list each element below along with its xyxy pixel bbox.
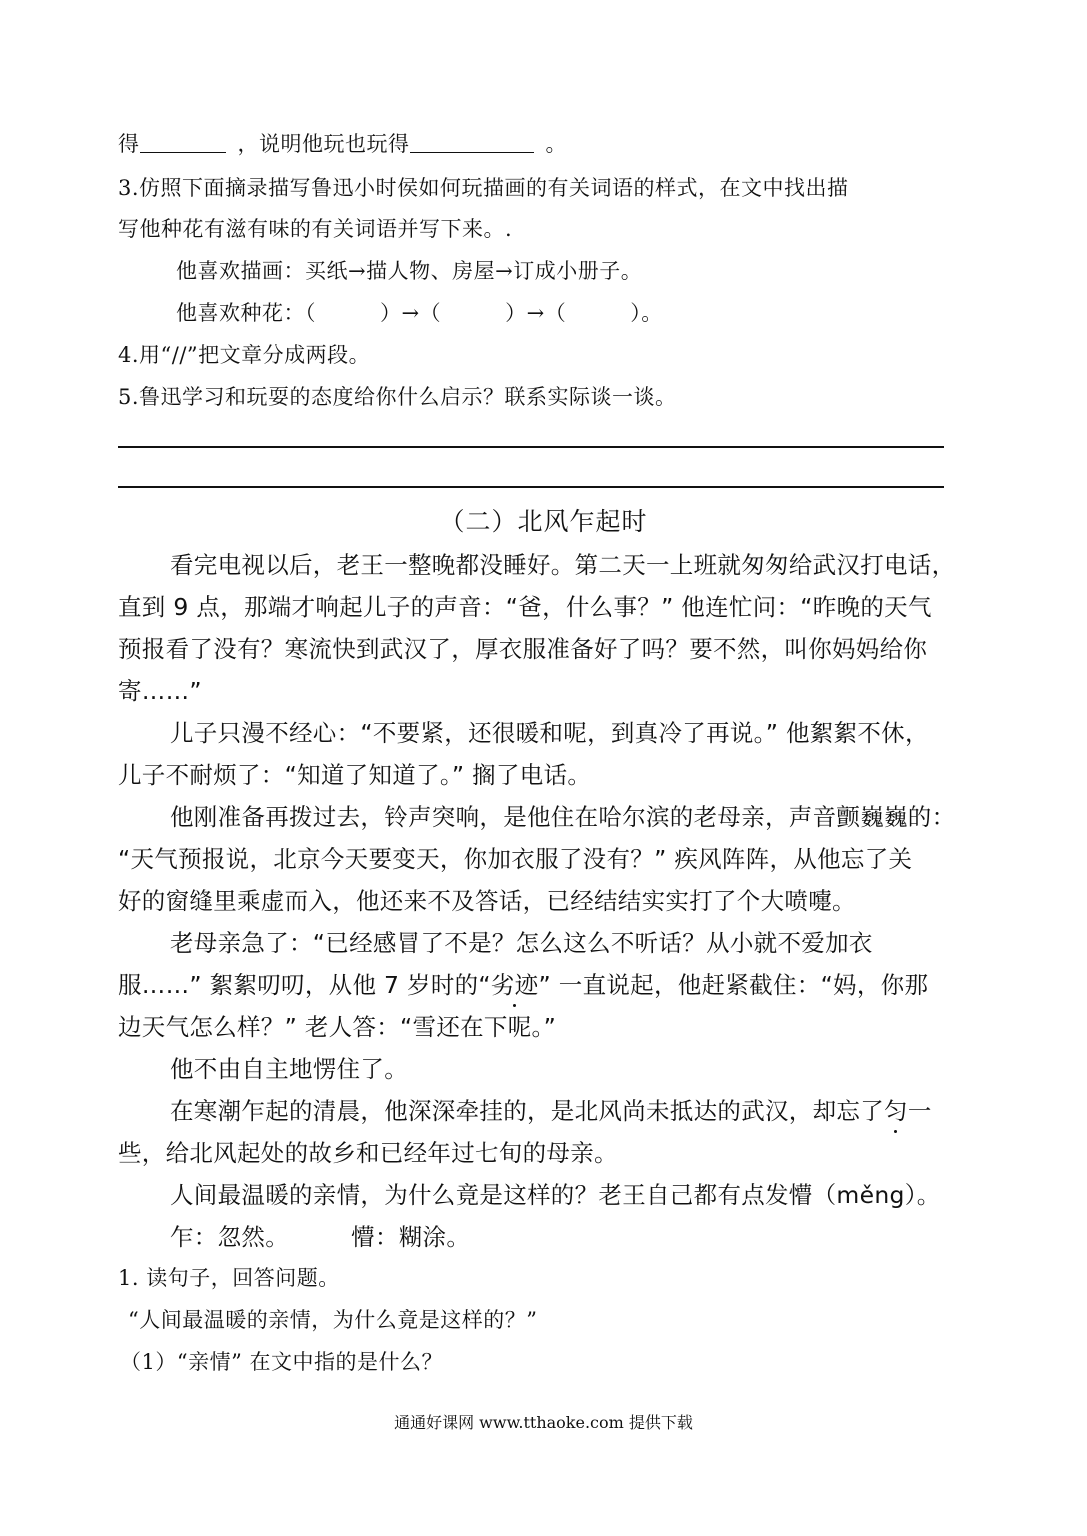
q1-quote: “人间最温暖的亲情，为什么竟是这样的？” <box>128 1308 538 1332</box>
article-line: 他刚准备再拨过去，铃声突响，是他住在哈尔滨的老母亲，声音颤巍巍的： <box>170 803 956 831</box>
q3-task-mid-2: ）→（ <box>505 301 567 325</box>
q3-line-1: 3.仿照下面摘录描写鲁迅小时侯如何玩描画的有关词语的样式，在文中找出描 <box>118 176 849 200</box>
article-line: 儿子不耐烦了：“知道了知道了。” 搁了电话。 <box>118 761 592 789</box>
q3-line-2: 写他种花有滋有味的有关词语并写下来。. <box>118 217 513 241</box>
article-line: 儿子只漫不经心：“不要紧，还很暖和呢，到真冷了再说。” 他絮絮不休， <box>170 719 929 747</box>
article-line: 边天气怎么样？” 老人答：“雪还在下呢。” <box>118 1013 557 1041</box>
q2-text-3: 。 <box>545 132 567 156</box>
article-title: （二）北风乍起时 <box>439 507 648 536</box>
q1: 1. 读句子，回答问题。 <box>118 1266 340 1290</box>
article-line: “天气预报说，北京今天要变天，你加衣服了没有？” 疾风阵阵，从他忘了关 <box>118 845 913 873</box>
q3-task-mid-1: ）→（ <box>380 301 442 325</box>
q3-task <box>176 297 663 327</box>
article-line: 他不由自主地愣住了。 <box>170 1055 408 1083</box>
article-line: 人间最温暖的亲情，为什么竟是这样的？老王自己都有点发懵（měng）。 <box>170 1181 941 1209</box>
article-text: 一 <box>907 1097 932 1125</box>
answer-blank-1[interactable] <box>140 131 226 153</box>
footer-credit: 通通好课网 www.tthaoke.com 提供下载 <box>394 1413 693 1432</box>
answer-line-2[interactable] <box>118 486 944 488</box>
article-line <box>170 1092 932 1126</box>
article-line: 直到 9 点，那端才响起儿子的声音：“爸，什么事？” 他连忙问：“昨晚的天气 <box>118 593 932 621</box>
article-line: 老母亲急了：“已经感冒了不是？怎么这么不听话？从小就不爱加衣 <box>170 929 873 957</box>
q2-tail-line <box>118 128 567 158</box>
article-line: 寄……” <box>118 677 202 705</box>
emphasis-dotted-word: 劣迹 <box>490 971 539 999</box>
q5: 5.鲁迅学习和玩耍的态度给你什么启示？联系实际谈一谈。 <box>118 385 677 409</box>
article-text: 服……” 絮絮叨叨，从他 7 岁时的“ <box>118 971 491 999</box>
article-text: ” 一直说起，他赶紧截住：“妈，你那 <box>538 971 929 999</box>
glossary-line: 乍：忽然。 懵：糊涂。 <box>170 1223 471 1251</box>
q3-example: 他喜欢描画：买纸→描人物、房屋→订成小册子。 <box>176 259 643 283</box>
q2-text-1: 得 <box>118 132 140 156</box>
article-line: 些，给北风起处的故乡和已经年过七旬的母亲。 <box>118 1139 618 1167</box>
article-line <box>118 966 928 1000</box>
emphasis-dotted-char: 匀 <box>884 1097 908 1125</box>
article-line: 好的窗缝里乘虚而入，他还来不及答话，已经结结实实打了个大喷嚏。 <box>118 887 856 915</box>
answer-blank-2[interactable] <box>410 131 534 153</box>
answer-line-1[interactable] <box>118 446 944 448</box>
q2-text-2: ，说明他玩也玩得 <box>237 132 410 156</box>
article-text: 在寒潮乍起的清晨，他深深牵挂的，是北风尚未抵达的武汉，却忘了 <box>170 1097 884 1125</box>
q4: 4.用“//”把文章分成两段。 <box>118 343 371 367</box>
q1-sub-1: （1）“亲情” 在文中指的是什么？ <box>120 1350 444 1374</box>
article-line: 预报看了没有？寒流快到武汉了，厚衣服准备好了吗？要不然，叫你妈妈给你 <box>118 635 928 663</box>
q3-task-prefix: 他喜欢种花：（ <box>176 301 316 325</box>
q3-task-end: ）。 <box>630 301 663 325</box>
article-line: 看完电视以后，老王一整晚都没睡好。第二天一上班就匆匆给武汉打电话， <box>170 551 956 579</box>
